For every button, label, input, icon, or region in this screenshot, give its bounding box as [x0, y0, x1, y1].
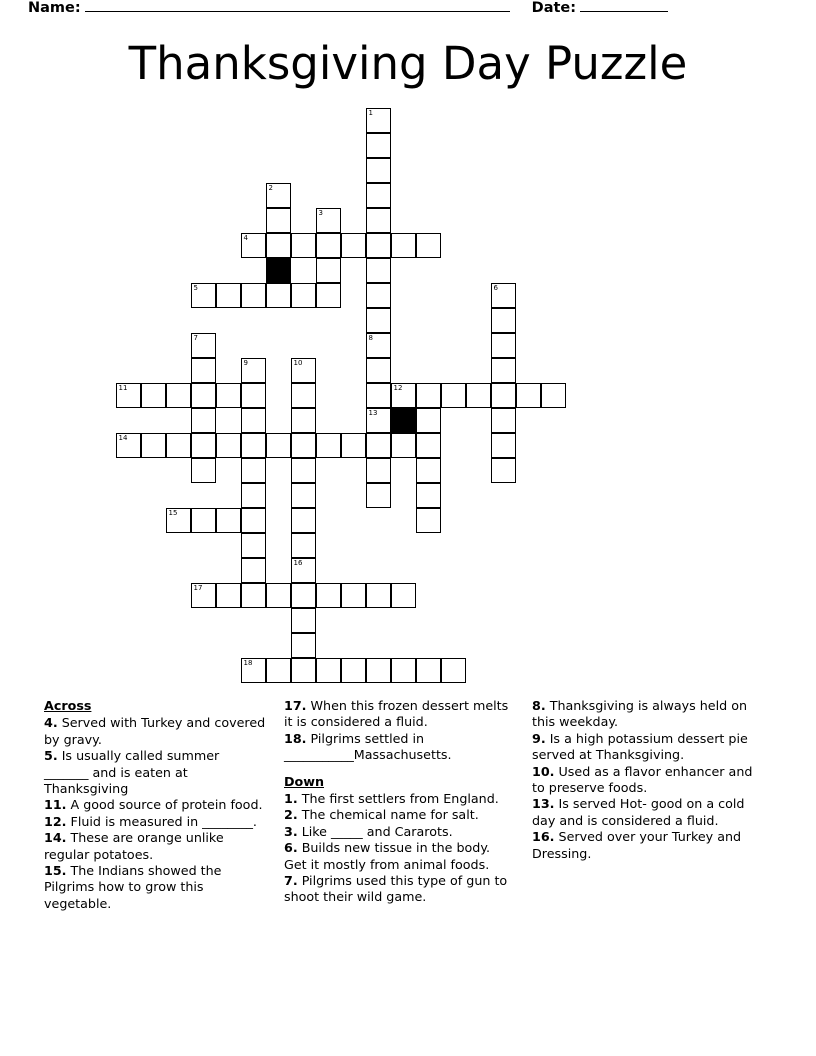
- grid-cell[interactable]: [366, 383, 391, 408]
- grid-cell[interactable]: [291, 483, 316, 508]
- grid-cell[interactable]: [491, 333, 516, 358]
- grid-cell[interactable]: [366, 158, 391, 183]
- grid-cell[interactable]: [316, 258, 341, 283]
- clues-column-2: [284, 698, 514, 906]
- clue-across-12: [44, 814, 266, 830]
- grid-cell[interactable]: [291, 558, 316, 583]
- grid-cell[interactable]: [316, 433, 341, 458]
- grid-cell[interactable]: [416, 483, 441, 508]
- grid-cell[interactable]: [291, 508, 316, 533]
- clue-number: 12.: [44, 813, 67, 829]
- clue-number: 11.: [44, 797, 67, 813]
- grid-cell[interactable]: [541, 383, 566, 408]
- clue-text: Is served Hot- good on a cold day and is considered a fluid.: [532, 796, 745, 828]
- clues-column-1: [44, 698, 266, 912]
- grid-cell-number: 9: [243, 359, 248, 367]
- grid-cell-number: 16: [293, 559, 303, 567]
- grid-cell-blocked: [391, 408, 416, 433]
- clue-number: 2.: [284, 807, 298, 823]
- grid-cell[interactable]: [366, 183, 391, 208]
- grid-cell[interactable]: [291, 358, 316, 383]
- clue-down-9: [532, 731, 760, 764]
- grid-cell[interactable]: [416, 383, 441, 408]
- grid-cell[interactable]: [216, 583, 241, 608]
- grid-cell[interactable]: [216, 508, 241, 533]
- clue-down-10: [532, 764, 760, 797]
- clue-text: Is a high potassium dessert pie served at Thanksgiving.: [532, 730, 748, 763]
- grid-cell[interactable]: [316, 233, 341, 258]
- grid-cell[interactable]: [291, 458, 316, 483]
- clue-across-15: [44, 863, 266, 912]
- grid-cell[interactable]: [191, 583, 216, 608]
- clue-across-14: [44, 830, 266, 863]
- grid-cell[interactable]: [241, 433, 266, 458]
- grid-cell-number: 3: [318, 209, 323, 217]
- clue-number: 10.: [532, 763, 555, 779]
- grid-cell[interactable]: [491, 358, 516, 383]
- clue-text: A good source of protein food.: [66, 797, 263, 813]
- grid-cell[interactable]: [366, 133, 391, 158]
- grid-cell[interactable]: [116, 433, 141, 458]
- grid-cell[interactable]: [341, 233, 366, 258]
- grid-cell[interactable]: [291, 608, 316, 633]
- grid-cell[interactable]: [366, 308, 391, 333]
- clue-number: 17.: [284, 698, 307, 713]
- grid-cell[interactable]: [166, 508, 191, 533]
- grid-cell[interactable]: [366, 208, 391, 233]
- grid-cell[interactable]: [366, 583, 391, 608]
- grid-cell-number: 10: [293, 359, 303, 367]
- clue-number: 8.: [532, 698, 546, 713]
- grid-cell[interactable]: [416, 433, 441, 458]
- grid-cell[interactable]: [291, 383, 316, 408]
- grid-cell[interactable]: [491, 433, 516, 458]
- grid-cell[interactable]: [291, 658, 316, 683]
- clue-text: The first settlers from England.: [297, 791, 499, 807]
- grid-cell[interactable]: [391, 583, 416, 608]
- grid-cell[interactable]: [316, 283, 341, 308]
- grid-cell[interactable]: [216, 283, 241, 308]
- grid-cell[interactable]: [241, 508, 266, 533]
- clue-down-3: [284, 824, 514, 840]
- grid-cell[interactable]: [416, 508, 441, 533]
- clue-text: Builds new tissue in the body. Get it mostly from animal foods.: [284, 840, 491, 872]
- grid-cell[interactable]: [266, 183, 291, 208]
- clue-down-6: [284, 840, 514, 873]
- clue-down-8: [532, 698, 760, 731]
- grid-cell[interactable]: [491, 458, 516, 483]
- grid-cell[interactable]: [341, 658, 366, 683]
- grid-cell[interactable]: [291, 283, 316, 308]
- grid-cell[interactable]: [491, 383, 516, 408]
- grid-cell[interactable]: [191, 408, 216, 433]
- clue-text: These are orange unlike regular potatoes.: [44, 830, 224, 862]
- clue-text: Pilgrims used this type of gun to shoot their wild game.: [284, 873, 508, 905]
- grid-cell[interactable]: [366, 658, 391, 683]
- grid-cell[interactable]: [241, 283, 266, 308]
- grid-cell[interactable]: [391, 658, 416, 683]
- grid-cell[interactable]: [241, 483, 266, 508]
- date-blank-line[interactable]: [580, 0, 668, 12]
- grid-cell[interactable]: [266, 658, 291, 683]
- clue-number: 3.: [284, 823, 298, 839]
- grid-cell[interactable]: [241, 358, 266, 383]
- clue-across-4: [44, 715, 266, 748]
- grid-cell[interactable]: [341, 433, 366, 458]
- grid-cell[interactable]: [291, 633, 316, 658]
- grid-cell[interactable]: [491, 308, 516, 333]
- page-title: Thanksgiving Day Puzzle: [128, 37, 688, 90]
- grid-cell-number: 18: [243, 659, 253, 667]
- grid-cell-number: 12: [393, 384, 403, 392]
- grid-cell[interactable]: [291, 433, 316, 458]
- clue-text: Served with Turkey and covered by gravy.: [44, 715, 266, 747]
- clue-text: Pilgrims settled in ___________Massachusetts.: [284, 730, 452, 763]
- grid-cell[interactable]: [366, 258, 391, 283]
- grid-cell[interactable]: [241, 233, 266, 258]
- grid-cell-blocked: [266, 258, 291, 283]
- grid-cell-number: 2: [268, 184, 273, 192]
- grid-cell[interactable]: [391, 433, 416, 458]
- grid-cell[interactable]: [241, 458, 266, 483]
- grid-cell[interactable]: [266, 433, 291, 458]
- clue-across-5: [44, 748, 266, 797]
- grid-cell[interactable]: [416, 658, 441, 683]
- clue-text: The chemical name for salt.: [297, 807, 479, 823]
- grid-cell[interactable]: [241, 658, 266, 683]
- grid-cell[interactable]: [416, 458, 441, 483]
- clue-number: 14.: [44, 830, 67, 846]
- grid-cell[interactable]: [191, 508, 216, 533]
- clues-section: [44, 698, 784, 968]
- grid-cell[interactable]: [366, 333, 391, 358]
- grid-cell[interactable]: [291, 233, 316, 258]
- grid-cell-number: 13: [368, 409, 378, 417]
- grid-cell[interactable]: [491, 283, 516, 308]
- grid-cell[interactable]: [166, 433, 191, 458]
- clue-text: Fluid is measured in ________.: [66, 813, 257, 829]
- grid-cell[interactable]: [466, 383, 491, 408]
- clue-text: Served over your Turkey and Dressing.: [532, 829, 742, 861]
- clue-number: 7.: [284, 873, 298, 889]
- clue-number: 6.: [284, 840, 298, 856]
- grid-cell[interactable]: [216, 433, 241, 458]
- grid-cell[interactable]: [366, 408, 391, 433]
- grid-cell[interactable]: [241, 558, 266, 583]
- grid-cell-number: 7: [193, 334, 198, 342]
- grid-cell[interactable]: [191, 433, 216, 458]
- grid-cell[interactable]: [516, 383, 541, 408]
- grid-cell[interactable]: [141, 383, 166, 408]
- crossword-grid[interactable]: [0, 108, 816, 698]
- clue-number: 16.: [532, 829, 555, 845]
- date-label: Date:: [531, 0, 577, 16]
- grid-cell-number: 6: [493, 284, 498, 292]
- clue-text: Like _____ and Cararots.: [297, 823, 453, 839]
- grid-cell[interactable]: [291, 583, 316, 608]
- grid-cell[interactable]: [316, 583, 341, 608]
- clue-number: 15.: [44, 863, 67, 879]
- name-date-line: [28, 0, 788, 26]
- grid-cell[interactable]: [341, 583, 366, 608]
- grid-cell[interactable]: [191, 333, 216, 358]
- grid-cell[interactable]: [491, 408, 516, 433]
- grid-cell[interactable]: [366, 483, 391, 508]
- grid-cell[interactable]: [291, 408, 316, 433]
- clue-down-13: [532, 796, 760, 829]
- grid-cell[interactable]: [191, 283, 216, 308]
- clue-down-7: [284, 873, 514, 906]
- grid-cell[interactable]: [441, 658, 466, 683]
- across-heading: Across: [44, 698, 92, 713]
- grid-cell[interactable]: [316, 658, 341, 683]
- grid-cell[interactable]: [241, 583, 266, 608]
- clue-down-2: [284, 807, 514, 823]
- grid-cell[interactable]: [316, 208, 341, 233]
- clue-text: Thanksgiving is always held on this weekday.: [532, 698, 748, 730]
- grid-cell-number: 1: [368, 109, 373, 117]
- grid-cell-number: 14: [118, 434, 128, 442]
- grid-cell[interactable]: [116, 383, 141, 408]
- clue-text: When this frozen dessert melts it is considered a fluid.: [284, 698, 509, 730]
- grid-cell[interactable]: [266, 233, 291, 258]
- grid-cell[interactable]: [416, 233, 441, 258]
- grid-cell[interactable]: [266, 283, 291, 308]
- grid-cell[interactable]: [216, 383, 241, 408]
- grid-cell[interactable]: [266, 583, 291, 608]
- grid-cell[interactable]: [366, 358, 391, 383]
- grid-cell[interactable]: [391, 233, 416, 258]
- grid-cell[interactable]: [266, 208, 291, 233]
- grid-cell[interactable]: [191, 383, 216, 408]
- clue-across-18: [284, 731, 514, 764]
- clue-text: Used as a flavor enhancer and to preserve foods.: [532, 763, 753, 796]
- clue-number: 4.: [44, 715, 58, 731]
- clue-text: The Indians showed the Pilgrims how to grow this vegetable.: [44, 863, 222, 911]
- grid-cell-number: 8: [368, 334, 373, 342]
- grid-cell[interactable]: [366, 108, 391, 133]
- clues-column-3: [532, 698, 760, 862]
- grid-cell[interactable]: [416, 408, 441, 433]
- grid-cell-number: 15: [168, 509, 178, 517]
- grid-cell[interactable]: [241, 408, 266, 433]
- grid-cell[interactable]: [441, 383, 466, 408]
- clue-number: 1.: [284, 791, 298, 807]
- grid-cell[interactable]: [366, 233, 391, 258]
- clue-text: Is usually called summer _______ and is eaten at Thanksgiving: [44, 748, 220, 797]
- grid-cell[interactable]: [141, 433, 166, 458]
- grid-cell[interactable]: [241, 533, 266, 558]
- clue-across-17: [284, 698, 514, 731]
- name-blank-line[interactable]: [85, 0, 510, 12]
- grid-cell-number: 5: [193, 284, 198, 292]
- clue-across-11: [44, 797, 266, 813]
- grid-cell[interactable]: [366, 433, 391, 458]
- clue-number: 13.: [532, 796, 555, 812]
- grid-cell[interactable]: [241, 383, 266, 408]
- grid-cell[interactable]: [166, 383, 191, 408]
- grid-cell-number: 17: [193, 584, 203, 592]
- grid-cell[interactable]: [366, 283, 391, 308]
- down-heading: Down: [284, 773, 325, 789]
- grid-cell[interactable]: [191, 458, 216, 483]
- grid-cell[interactable]: [366, 458, 391, 483]
- clue-number: 18.: [284, 730, 307, 746]
- grid-cell[interactable]: [391, 383, 416, 408]
- name-label: Name:: [28, 0, 81, 16]
- grid-cell[interactable]: [191, 358, 216, 383]
- clue-down-16: [532, 829, 760, 862]
- grid-cell-number: 4: [243, 234, 248, 242]
- clue-down-1: [284, 791, 514, 807]
- clue-number: 9.: [532, 730, 546, 746]
- grid-cell-number: 11: [118, 384, 128, 392]
- clue-number: 5.: [44, 748, 58, 764]
- grid-cell[interactable]: [291, 533, 316, 558]
